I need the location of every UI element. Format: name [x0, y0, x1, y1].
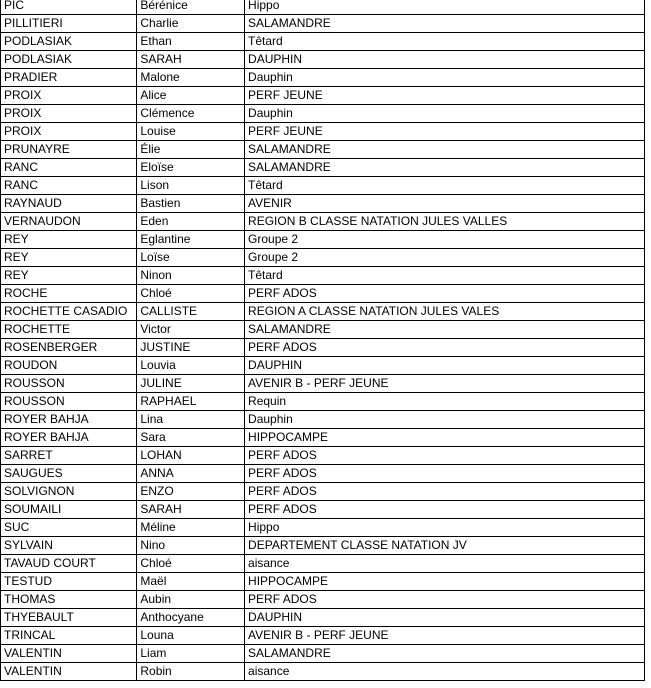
last-name-cell[interactable]: TAVAUD COURT [1, 555, 137, 573]
last-name-cell[interactable]: RANC [1, 177, 137, 195]
group-cell[interactable]: Groupe 2 [245, 231, 645, 249]
roster-body [1, 0, 645, 681]
last-name-cell[interactable]: RAYNAUD [1, 195, 137, 213]
group-cell[interactable]: HIPPOCAMPE [245, 573, 645, 591]
last-name-cell[interactable]: ROUSSON [1, 375, 137, 393]
table-row[interactable] [1, 393, 645, 411]
first-name-cell[interactable]: Louvia [137, 357, 245, 375]
first-name-cell[interactable]: SARAH [137, 51, 245, 69]
table-row[interactable] [1, 447, 645, 465]
table-row[interactable] [1, 321, 645, 339]
table-row[interactable] [1, 285, 645, 303]
table-row[interactable] [1, 519, 645, 537]
first-name-cell[interactable]: JUSTINE [137, 339, 245, 357]
first-name-cell[interactable]: JULINE [137, 375, 245, 393]
group-cell[interactable]: PERF ADOS [245, 591, 645, 609]
group-cell[interactable]: AVENIR B - PERF JEUNE [245, 375, 645, 393]
first-name-cell[interactable]: Aubin [137, 591, 245, 609]
table-row[interactable] [1, 573, 645, 591]
first-name-cell[interactable]: Bérénice [137, 0, 245, 15]
group-cell[interactable]: PERF ADOS [245, 285, 645, 303]
group-cell[interactable]: SALAMANDRE [245, 645, 645, 663]
table-row[interactable] [1, 69, 645, 87]
first-name-cell[interactable]: Robin [137, 663, 245, 681]
table-row[interactable] [1, 411, 645, 429]
group-cell[interactable]: SALAMANDRE [245, 321, 645, 339]
last-name-cell[interactable]: ROUDON [1, 357, 137, 375]
table-row[interactable] [1, 51, 645, 69]
first-name-cell[interactable]: Sara [137, 429, 245, 447]
group-cell[interactable]: Dauphin [245, 69, 645, 87]
table-row[interactable] [1, 609, 645, 627]
last-name-cell[interactable]: TESTUD [1, 573, 137, 591]
table-row[interactable] [1, 159, 645, 177]
group-cell[interactable]: SALAMANDRE [245, 141, 645, 159]
table-row[interactable] [1, 249, 645, 267]
first-name-cell[interactable]: ENZO [137, 483, 245, 501]
group-cell[interactable]: HIPPOCAMPE [245, 429, 645, 447]
last-name-cell[interactable]: REY [1, 267, 137, 285]
group-cell[interactable]: DAUPHIN [245, 609, 645, 627]
first-name-cell[interactable]: Lison [137, 177, 245, 195]
group-cell[interactable]: Groupe 2 [245, 249, 645, 267]
last-name-cell[interactable]: SOUMAILI [1, 501, 137, 519]
last-name-cell[interactable]: VALENTIN [1, 663, 137, 681]
table-row[interactable] [1, 105, 645, 123]
last-name-cell[interactable]: SARRET [1, 447, 137, 465]
group-cell[interactable]: PERF JEUNE [245, 87, 645, 105]
first-name-cell[interactable]: SARAH [137, 501, 245, 519]
group-cell[interactable]: Dauphin [245, 105, 645, 123]
last-name-cell[interactable]: PILLITIERI [1, 15, 137, 33]
table-row[interactable] [1, 375, 645, 393]
first-name-cell[interactable]: Liam [137, 645, 245, 663]
first-name-cell[interactable]: Malone [137, 69, 245, 87]
group-cell[interactable]: SALAMANDRE [245, 15, 645, 33]
table-row[interactable] [1, 195, 645, 213]
first-name-cell[interactable]: Victor [137, 321, 245, 339]
table-row[interactable] [1, 501, 645, 519]
last-name-cell[interactable]: PROIX [1, 123, 137, 141]
group-cell[interactable]: AVENIR B - PERF JEUNE [245, 627, 645, 645]
last-name-cell[interactable]: SOLVIGNON [1, 483, 137, 501]
first-name-cell[interactable]: Élie [137, 141, 245, 159]
first-name-cell[interactable]: Clémence [137, 105, 245, 123]
table-row[interactable] [1, 645, 645, 663]
group-cell[interactable]: aisance [245, 663, 645, 681]
first-name-cell[interactable]: Alice [137, 87, 245, 105]
group-cell[interactable]: DEPARTEMENT CLASSE NATATION JV [245, 537, 645, 555]
group-cell[interactable]: DAUPHIN [245, 357, 645, 375]
table-row[interactable] [1, 627, 645, 645]
first-name-cell[interactable]: Louise [137, 123, 245, 141]
group-cell[interactable]: Têtard [245, 177, 645, 195]
table-row[interactable] [1, 15, 645, 33]
group-cell[interactable]: PERF ADOS [245, 501, 645, 519]
last-name-cell[interactable]: PODLASIAK [1, 51, 137, 69]
table-row[interactable] [1, 555, 645, 573]
last-name-cell[interactable]: PIC [1, 0, 137, 15]
table-row[interactable] [1, 663, 645, 681]
group-cell[interactable]: Têtard [245, 33, 645, 51]
last-name-cell[interactable]: THOMAS [1, 591, 137, 609]
table-row[interactable] [1, 537, 645, 555]
last-name-cell[interactable]: VALENTIN [1, 645, 137, 663]
last-name-cell[interactable]: THYEBAULT [1, 609, 137, 627]
table-row[interactable] [1, 591, 645, 609]
first-name-cell[interactable]: Louna [137, 627, 245, 645]
first-name-cell[interactable]: Eglantine [137, 231, 245, 249]
first-name-cell[interactable]: Ethan [137, 33, 245, 51]
last-name-cell[interactable]: ROSENBERGER [1, 339, 137, 357]
last-name-cell[interactable]: ROYER BAHJA [1, 411, 137, 429]
table-row[interactable] [1, 357, 645, 375]
table-row[interactable] [1, 123, 645, 141]
group-cell[interactable]: AVENIR [245, 195, 645, 213]
first-name-cell[interactable]: RAPHAEL [137, 393, 245, 411]
first-name-cell[interactable]: Eloïse [137, 159, 245, 177]
last-name-cell[interactable]: REY [1, 231, 137, 249]
group-cell[interactable]: REGION A CLASSE NATATION JULES VALES [245, 303, 645, 321]
group-cell[interactable]: PERF ADOS [245, 447, 645, 465]
table-row[interactable] [1, 465, 645, 483]
group-cell[interactable]: Requin [245, 393, 645, 411]
last-name-cell[interactable]: PROIX [1, 87, 137, 105]
last-name-cell[interactable]: REY [1, 249, 137, 267]
first-name-cell[interactable]: Chloé [137, 285, 245, 303]
table-row[interactable] [1, 231, 645, 249]
last-name-cell[interactable]: ROUSSON [1, 393, 137, 411]
first-name-cell[interactable]: LOHAN [137, 447, 245, 465]
group-cell[interactable]: Hippo [245, 0, 645, 15]
first-name-cell[interactable]: Charlie [137, 15, 245, 33]
first-name-cell[interactable]: Lina [137, 411, 245, 429]
last-name-cell[interactable]: ROCHETTE [1, 321, 137, 339]
table-row[interactable] [1, 177, 645, 195]
table-row[interactable] [1, 87, 645, 105]
table-row[interactable] [1, 429, 645, 447]
table-row[interactable] [1, 141, 645, 159]
last-name-cell[interactable]: PRADIER [1, 69, 137, 87]
last-name-cell[interactable]: PROIX [1, 105, 137, 123]
last-name-cell[interactable]: ROYER BAHJA [1, 429, 137, 447]
first-name-cell[interactable]: Méline [137, 519, 245, 537]
group-cell[interactable]: Têtard [245, 267, 645, 285]
group-cell[interactable]: PERF ADOS [245, 465, 645, 483]
table-row[interactable] [1, 267, 645, 285]
first-name-cell[interactable]: Nino [137, 537, 245, 555]
table-row[interactable] [1, 483, 645, 501]
last-name-cell[interactable]: ROCHETTE CASADIO [1, 303, 137, 321]
table-row[interactable] [1, 33, 645, 51]
last-name-cell[interactable]: SYLVAIN [1, 537, 137, 555]
table-row[interactable] [1, 303, 645, 321]
first-name-cell[interactable]: Ninon [137, 267, 245, 285]
first-name-cell[interactable]: Eden [137, 213, 245, 231]
last-name-cell[interactable]: SAUGUES [1, 465, 137, 483]
group-cell[interactable]: Hippo [245, 519, 645, 537]
first-name-cell[interactable]: Loïse [137, 249, 245, 267]
last-name-cell[interactable]: PODLASIAK [1, 33, 137, 51]
group-cell[interactable]: PERF ADOS [245, 339, 645, 357]
table-row[interactable] [1, 213, 645, 231]
group-cell[interactable]: PERF JEUNE [245, 123, 645, 141]
group-cell[interactable]: aisance [245, 555, 645, 573]
last-name-cell[interactable]: VERNAUDON [1, 213, 137, 231]
first-name-cell[interactable]: Maël [137, 573, 245, 591]
last-name-cell[interactable]: PRUNAYRE [1, 141, 137, 159]
group-cell[interactable]: PERF ADOS [245, 483, 645, 501]
first-name-cell[interactable]: CALLISTE [137, 303, 245, 321]
last-name-cell[interactable]: ROCHE [1, 285, 137, 303]
first-name-cell[interactable]: ANNA [137, 465, 245, 483]
first-name-cell[interactable]: Bastien [137, 195, 245, 213]
last-name-cell[interactable]: RANC [1, 159, 137, 177]
first-name-cell[interactable]: Chloé [137, 555, 245, 573]
table-row[interactable] [1, 339, 645, 357]
group-cell[interactable]: SALAMANDRE [245, 159, 645, 177]
table-row[interactable] [1, 0, 645, 15]
group-cell[interactable]: DAUPHIN [245, 51, 645, 69]
group-cell[interactable]: REGION B CLASSE NATATION JULES VALLES [245, 213, 645, 231]
first-name-cell[interactable]: Anthocyane [137, 609, 245, 627]
last-name-cell[interactable]: TRINCAL [1, 627, 137, 645]
group-cell[interactable]: Dauphin [245, 411, 645, 429]
last-name-cell[interactable]: SUC [1, 519, 137, 537]
